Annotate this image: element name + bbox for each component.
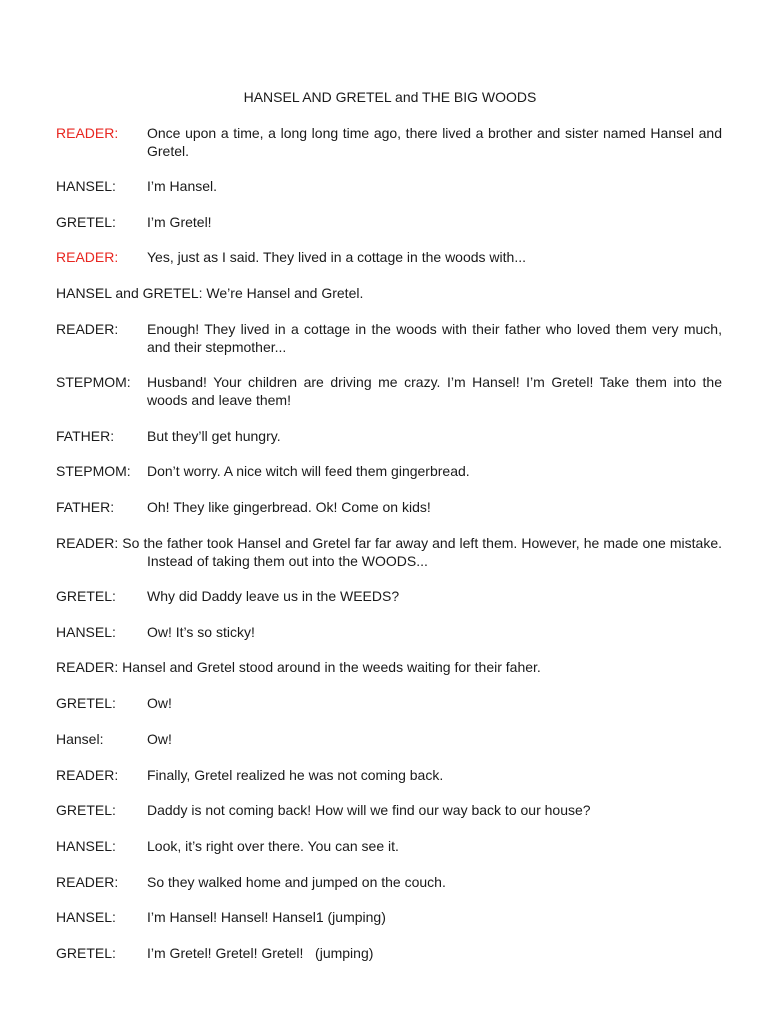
script-line [56, 498, 722, 516]
script-line [56, 320, 722, 356]
script-line [56, 213, 722, 231]
speaker-label: FATHER: [56, 428, 115, 444]
speaker-label: Hansel: [56, 731, 104, 747]
line-text: So they walked home and jumped on the couch. [147, 874, 446, 890]
page-title: HANSEL AND GRETEL and THE BIG WOODS [243, 89, 537, 105]
script-line [56, 766, 722, 784]
speaker-label: HANSEL: [56, 838, 116, 854]
speaker-label: STEPMOM: [56, 463, 131, 479]
line-text: Ow! [147, 731, 172, 747]
script-line [56, 873, 722, 891]
line-text: Look, it’s right over there. You can see it. [147, 838, 399, 854]
speaker-label: HANSEL: [56, 624, 116, 640]
script-line [56, 730, 722, 748]
line-text: I’m Hansel. [147, 178, 218, 194]
speaker-label: STEPMOM: [56, 374, 131, 390]
line-text: READER: Hansel and Gretel stood around in the weeds waiting for their faher. [56, 659, 541, 675]
speaker-label: GRETEL: [56, 214, 116, 230]
line-text: I’m Gretel! Gretel! Gretel! (jumping) [147, 945, 374, 961]
speaker-label: GRETEL: [56, 588, 116, 604]
line-text: Yes, just as I said. They lived in a cottage in the woods with... [147, 249, 526, 265]
line-text: I’m Gretel! [147, 214, 212, 230]
line-text: Enough! They lived in a cottage in the woods with their father who loved them very much, and their stepmother... [147, 321, 722, 355]
script-line [56, 944, 722, 962]
speaker-label: GRETEL: [56, 945, 116, 961]
line-text: Why did Daddy leave us in the WEEDS? [147, 588, 400, 604]
speaker-label: HANSEL: [56, 909, 116, 925]
speaker-label: HANSEL: [56, 178, 116, 194]
line-text: I’m Hansel! Hansel! Hansel1 (jumping) [147, 909, 386, 925]
line-text: Finally, Gretel realized he was not coming back. [147, 767, 444, 783]
speaker-label: READER: [56, 874, 119, 890]
line-text: Daddy is not coming back! How will we find our way back to our house? [147, 802, 591, 818]
script-line [56, 284, 722, 302]
line-text: Oh! They like gingerbread. Ok! Come on kids! [147, 499, 431, 515]
line-text: Once upon a time, a long long time ago, there lived a brother and sister named Hansel and Gretel. [147, 125, 722, 159]
line-text: Ow! It’s so sticky! [147, 624, 255, 640]
script-line [56, 373, 722, 409]
line-text: HANSEL and GRETEL: We’re Hansel and Gretel. [56, 285, 364, 301]
script-line [56, 694, 722, 712]
line-text: But they’ll get hungry. [147, 428, 281, 444]
script-line [56, 658, 722, 676]
line-text: Ow! [147, 695, 172, 711]
speaker-label: GRETEL: [56, 695, 116, 711]
line-text: READER: So the father took Hansel and Gretel far far away and left them. However, he made one mistake. Instead of taking them out into the WOODS... [56, 535, 722, 569]
script-line [56, 124, 722, 160]
script-line [56, 177, 722, 195]
line-text: Husband! Your children are driving me crazy. I’m Hansel! I’m Gretel! Take them into the woods and leave them! [147, 374, 722, 408]
script-line [56, 587, 722, 605]
script-line [56, 534, 722, 570]
script-line [56, 801, 722, 819]
script-line [56, 623, 722, 641]
script-line [56, 427, 722, 445]
script-line [56, 462, 722, 480]
script-line [56, 248, 722, 266]
speaker-label: READER: [56, 125, 119, 141]
speaker-label: FATHER: [56, 499, 115, 515]
speaker-label: READER: [56, 249, 119, 265]
script-line [56, 837, 722, 855]
speaker-label: GRETEL: [56, 802, 116, 818]
speaker-label: READER: [56, 321, 119, 337]
line-text: Don’t worry. A nice witch will feed them gingerbread. [147, 463, 470, 479]
script-line [56, 908, 722, 926]
speaker-label: READER: [56, 767, 119, 783]
